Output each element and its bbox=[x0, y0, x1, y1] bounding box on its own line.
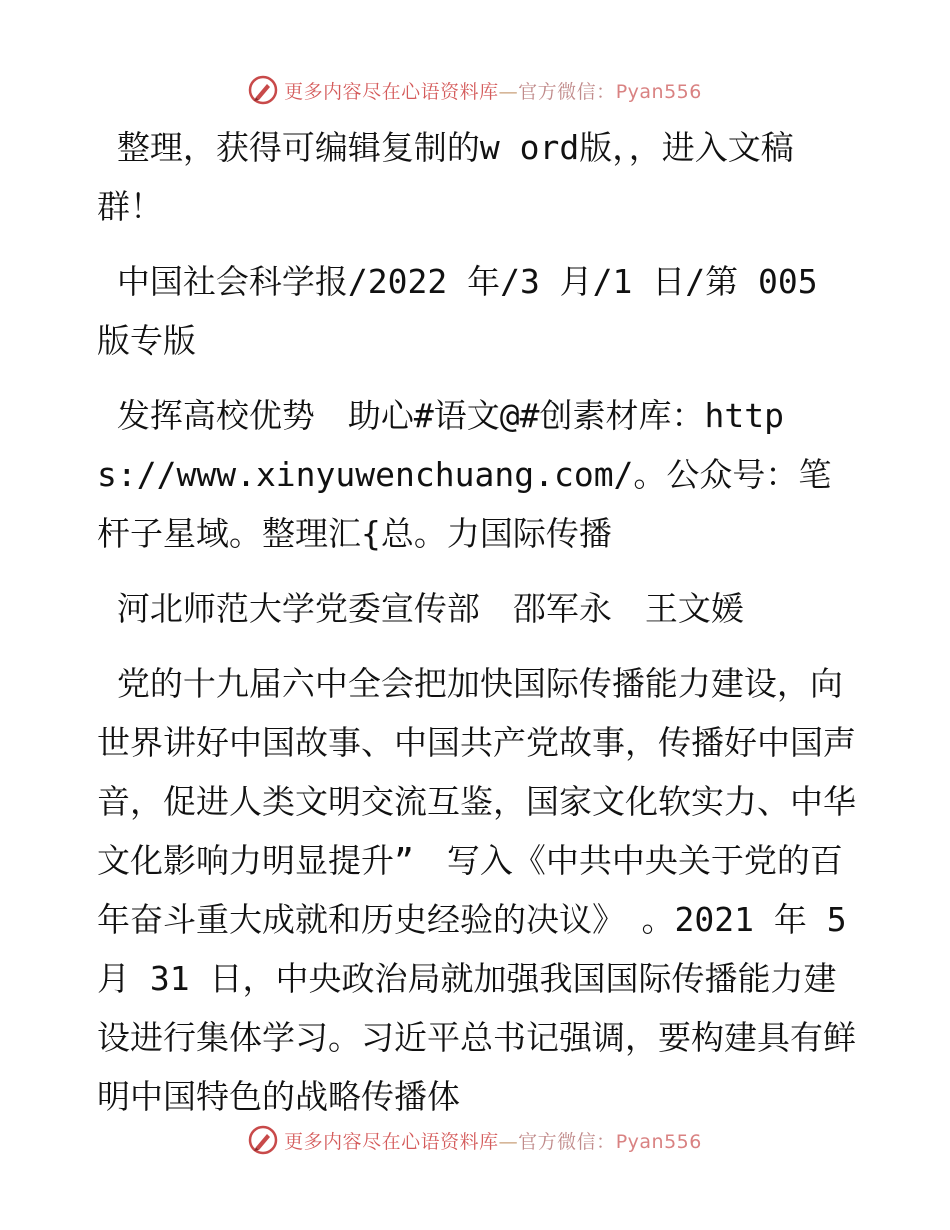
watermark-separator: — bbox=[498, 80, 519, 103]
paragraph-authors: 河北师范大学党委宣传部 邵军永 王文媛 bbox=[97, 589, 744, 628]
watermark-official: 官方微信： bbox=[518, 1130, 616, 1153]
watermark-wechat-id: Pyan556 bbox=[615, 80, 702, 103]
watermark-text bbox=[284, 77, 702, 104]
watermark-wechat-id: Pyan556 bbox=[615, 1130, 702, 1153]
paragraph-notice: 整理，获得可编辑复制的w ord版，，进入文稿群！ bbox=[97, 128, 794, 226]
paragraph-title: 发挥高校优势 助心#语文@#创素材库：https://www.xinyuwenchuang.com/。公众号：笔杆子星域。整理汇{总。力国际传播 bbox=[97, 396, 832, 553]
watermark-separator: — bbox=[498, 1130, 519, 1153]
header-watermark bbox=[0, 70, 950, 110]
watermark-brand: 更多内容尽在心语资料库 bbox=[284, 80, 499, 103]
footer-watermark bbox=[0, 1120, 950, 1160]
watermark-brand: 更多内容尽在心语资料库 bbox=[284, 1130, 499, 1153]
paragraph-source: 中国社会科学报/2022 年/3 月/1 日/第 005 版专版 bbox=[97, 262, 838, 360]
document-body bbox=[97, 118, 867, 1142]
pen-logo-icon bbox=[248, 75, 278, 105]
pen-logo-icon bbox=[248, 1125, 278, 1155]
paragraph-body: 党的十九届六中全会把加快国际传播能力建设，向世界讲好中国故事、中国共产党故事，传播好中国声音，促进人类文明交流互鉴，国家文化软实力、中华文化影响力明显提升” 写入《中共中央关于党的百年奋斗重大成就和历史经验的决议》 。2021 年 5 月 31 日，中央政治局就加强我国国际传播能力建设进行集体学习。习近平总书记强调，要构建具有鲜明中国特色的战略传播体 bbox=[97, 664, 867, 1116]
watermark-official: 官方微信： bbox=[518, 80, 616, 103]
watermark-text bbox=[284, 1127, 702, 1154]
